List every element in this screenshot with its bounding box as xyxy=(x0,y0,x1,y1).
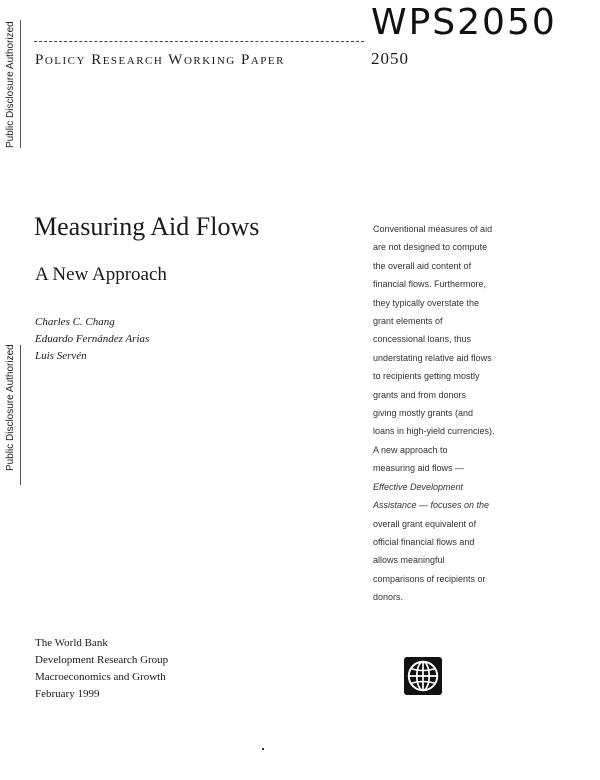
side-disclosure-label-top: Public Disclosure Authorized xyxy=(5,21,16,148)
abstract-line: to recipients getting mostly xyxy=(373,371,480,382)
publisher-line: The World Bank xyxy=(35,637,108,649)
header-rule xyxy=(34,41,364,42)
side-rule-bottom xyxy=(20,345,21,485)
series-title: Policy Research Working Paper xyxy=(35,52,285,68)
abstract-line: measuring aid flows — xyxy=(373,463,465,474)
paper-subtitle: A New Approach xyxy=(35,264,167,285)
world-bank-globe-icon xyxy=(404,657,442,695)
paper-number: 2050 xyxy=(371,49,409,68)
abstract-line: are not designed to compute xyxy=(373,242,488,253)
document-stamp: WPS2050 xyxy=(371,2,557,43)
abstract-line: Effective Development xyxy=(373,481,464,492)
abstract-line: grants and from donors xyxy=(373,389,467,400)
publisher-line: Development Research Group xyxy=(35,654,169,666)
abstract-line: they typically overstate the xyxy=(373,297,480,308)
abstract-line: Conventional measures of aid xyxy=(373,224,493,234)
abstract-line: A new approach to xyxy=(373,444,448,455)
side-disclosure-label-bottom: Public Disclosure Authorized xyxy=(5,344,16,471)
abstract-line: giving mostly grants (and xyxy=(373,408,474,419)
author-name: Eduardo Fernández Arias xyxy=(35,333,150,345)
abstract-line: comparisons of recipients or xyxy=(373,573,486,584)
abstract-line: understating relative aid flows xyxy=(373,352,492,363)
author-list xyxy=(35,314,149,365)
abstract-line: donors. xyxy=(373,592,404,603)
abstract xyxy=(373,220,523,607)
publisher-line: Macroeconomics and Growth xyxy=(35,671,166,683)
author-name: Charles C. Chang xyxy=(35,316,115,328)
publisher-line: February 1999 xyxy=(35,688,100,700)
abstract-line: grant elements of xyxy=(373,316,443,327)
publisher-block xyxy=(35,635,168,703)
scan-speck xyxy=(262,748,264,750)
abstract-line: loans in high-yield currencies). xyxy=(373,426,495,437)
abstract-line: Assistance — focuses on the xyxy=(373,500,490,511)
abstract-line: the overall aid content of xyxy=(373,260,472,271)
abstract-line: financial flows. Furthermore, xyxy=(373,279,487,290)
abstract-line: official financial flows and xyxy=(373,536,475,547)
abstract-line: concessional loans, thus xyxy=(373,334,472,345)
side-rule-top xyxy=(20,20,21,148)
abstract-line: allows meaningful xyxy=(373,555,445,566)
abstract-line: overall grant equivalent of xyxy=(373,518,477,529)
author-name: Luis Servén xyxy=(35,350,87,362)
paper-title: Measuring Aid Flows xyxy=(34,212,260,241)
